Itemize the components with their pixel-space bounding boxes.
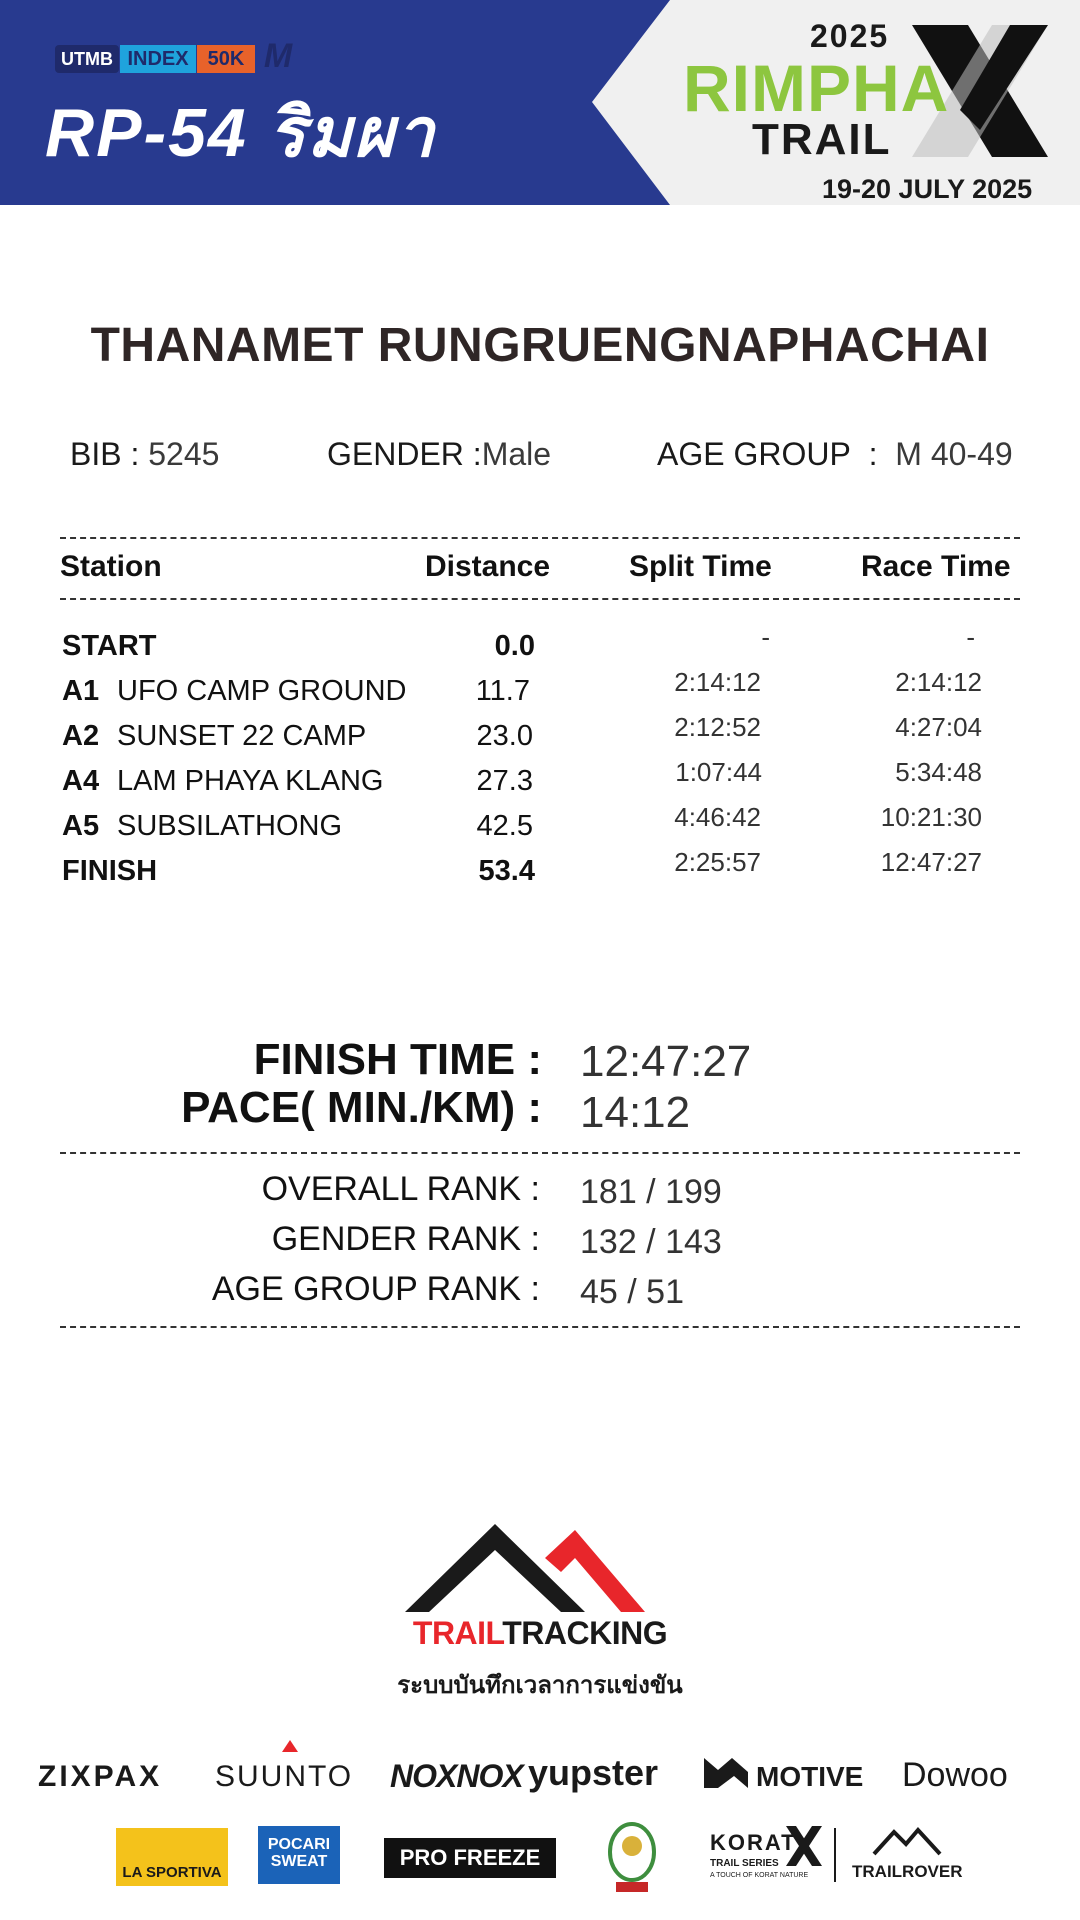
race-title: RP-54 ริมผา [45, 95, 437, 171]
gender-label: GENDER [327, 436, 464, 472]
age-group-sep: : [868, 436, 878, 472]
split-time: 2:25:57 [674, 847, 761, 877]
station-name: SUNSET 22 CAMP [117, 720, 367, 752]
divider [60, 1152, 1020, 1154]
station-code: A4 [62, 765, 100, 797]
station-distance: 53.4 [478, 855, 535, 887]
split-time: 4:46:42 [674, 802, 761, 832]
sponsor-korat-trail-series [710, 1826, 820, 1888]
station-name: SUBSILATHONG [117, 810, 343, 842]
age-group-rank-label: AGE GROUP RANK : [211, 1270, 540, 1308]
korat-tagline: A TOUCH OF KORAT NATURE [710, 1872, 809, 1879]
split-time: 1:07:44 [675, 757, 762, 787]
runner-name: THANAMET RUNGRUENGNAPHACHAI [90, 319, 990, 372]
station-code: A2 [62, 720, 100, 752]
trailtracking-dark: TRACKING [502, 1615, 668, 1651]
m-badge: M [263, 37, 293, 75]
index-badge: INDEX [120, 45, 196, 73]
sponsor-motive: MOTIVE [756, 1761, 864, 1792]
sponsor-trailrover: TRAILROVER [852, 1862, 963, 1881]
gender-sep: : [472, 436, 482, 472]
age-group-info [657, 436, 1013, 473]
station-code: A5 [62, 810, 100, 842]
sponsor-la-sportiva-label: LA SPORTIVA [122, 1864, 222, 1881]
overall-rank-value: 181 / 199 [580, 1173, 722, 1211]
station-name: LAM PHAYA KLANG [117, 765, 384, 797]
split-time: 2:12:52 [674, 712, 761, 742]
sponsor-la-sportiva [116, 1828, 228, 1886]
sponsor-zixpax: ZIXPAX [38, 1760, 163, 1793]
race-time: - [966, 622, 975, 652]
finish-time-label: FINISH TIME : [253, 1035, 542, 1084]
station-name: UFO CAMP GROUND [117, 675, 407, 707]
sponsor-suunto: SUUNTO [215, 1760, 354, 1793]
divider [60, 1326, 1020, 1328]
sponsor-pocari-sweat-label: POCARI SWEAT [267, 1836, 331, 1870]
sponsor-pocari-sweat [258, 1826, 340, 1884]
station-distance: 23.0 [476, 720, 533, 752]
gender-info [327, 436, 551, 473]
korat-trail-series-label: TRAIL SERIES [710, 1858, 779, 1869]
station-distance: 0.0 [494, 630, 535, 662]
sponsor-motive-icon [704, 1758, 748, 1788]
bib-info [70, 436, 219, 473]
station-distance: 42.5 [476, 810, 533, 842]
gender-rank-value: 132 / 143 [580, 1223, 722, 1261]
distance-badge: 50K [197, 45, 255, 73]
race-time: 4:27:04 [895, 712, 982, 742]
race-time: 5:34:48 [895, 757, 982, 787]
trailtracking-red: TRAIL [412, 1615, 503, 1651]
table-row [0, 847, 1080, 899]
station-distance: 11.7 [475, 675, 530, 707]
gender-value: Male [481, 436, 552, 472]
race-time: 12:47:27 [880, 847, 982, 877]
header-split-time: Split Time [629, 550, 772, 583]
sponsor-dowoo: Dowoo [902, 1756, 1008, 1794]
divider [60, 537, 1020, 539]
race-header [0, 0, 1080, 205]
pace-label: PACE( MIN./KM) : [181, 1083, 542, 1132]
race-time: 10:21:30 [880, 802, 982, 832]
event-year: 2025 [810, 18, 890, 54]
age-group-rank-value: 45 / 51 [580, 1273, 684, 1311]
trailrover-mountain-icon [872, 1826, 942, 1856]
station-code: FINISH [62, 855, 158, 887]
finish-time-value: 12:47:27 [580, 1037, 752, 1086]
overall-rank-label: OVERALL RANK : [261, 1170, 540, 1208]
age-group-label: AGE GROUP [657, 436, 851, 472]
sponsor-suunto-triangle-icon [282, 1740, 298, 1752]
korat-label: KORAT [710, 1830, 797, 1855]
sponsor-pro-freeze-label: PRO FREEZE [399, 1845, 541, 1870]
sponsor-pro-freeze [384, 1838, 556, 1878]
sponsor-yupster: yupster [528, 1752, 659, 1793]
station-code: START [62, 630, 157, 662]
station-distance: 27.3 [476, 765, 533, 797]
province-emblem-icon [602, 1818, 662, 1896]
race-time: 2:14:12 [895, 667, 982, 697]
pace-value: 14:12 [580, 1088, 691, 1137]
gender-rank-label: GENDER RANK : [271, 1220, 540, 1258]
utmb-badge: UTMB [55, 45, 119, 73]
header-race-time: Race Time [861, 550, 1011, 583]
trailtracking-wordmark [0, 1615, 1080, 1652]
station-code: A1 [62, 675, 100, 707]
event-date: 19-20 JULY 2025 [822, 174, 1033, 204]
split-time: - [761, 622, 770, 652]
sponsor-noxnox: NOXNOX [390, 1758, 523, 1794]
age-group-value: M 40-49 [895, 436, 1013, 472]
trailtracking-mountain-icon [395, 1520, 655, 1615]
sponsor-divider [834, 1828, 836, 1882]
event-trail: TRAIL [752, 115, 892, 164]
korat-x-icon [786, 1826, 822, 1866]
header-distance: Distance [425, 550, 551, 583]
split-time: 2:14:12 [674, 667, 761, 697]
event-name: RIMPHA [683, 51, 950, 125]
bib-value: 5245 [148, 436, 220, 472]
trailtracking-subtitle: ระบบบันทึกเวลาการแข่งขัน [397, 1672, 683, 1699]
header-station: Station [60, 550, 162, 583]
divider [60, 598, 1020, 600]
bib-label: BIB : [70, 436, 140, 472]
